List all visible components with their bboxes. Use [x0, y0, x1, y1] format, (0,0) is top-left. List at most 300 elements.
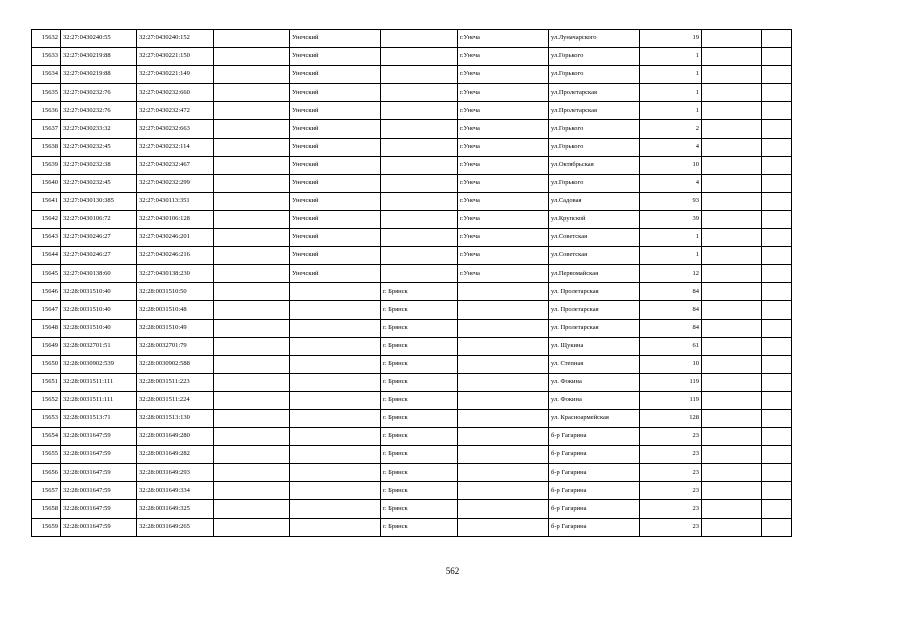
cell-city — [381, 66, 458, 84]
table-row — [32, 337, 792, 355]
cell-quantity: 39 — [640, 210, 702, 228]
cell-cadastral-number: 32:27:0430219:88 — [61, 48, 137, 66]
cell-quantity: 119 — [640, 391, 702, 409]
table-row — [32, 373, 792, 391]
cell-object-cadastral-number: 32:28:0031649:334 — [137, 482, 214, 500]
cell-city: г. Брянск — [381, 391, 458, 409]
cell-empty — [214, 210, 290, 228]
cell-object-cadastral-number: 32:28:0031511:223 — [137, 373, 214, 391]
cell-district — [290, 428, 381, 446]
page-number: 562 — [445, 566, 460, 576]
cell-district — [290, 337, 381, 355]
cell-empty — [762, 518, 792, 536]
cell-empty — [702, 156, 762, 174]
cell-quantity: 1 — [640, 66, 702, 84]
cell-town: г.Унеча — [458, 30, 549, 48]
cell-empty — [214, 102, 290, 120]
cell-street: б-р Гагарина — [549, 482, 640, 500]
cell-district — [290, 301, 381, 319]
cell-quantity: 93 — [640, 192, 702, 210]
cell-object-cadastral-number: 32:28:0030902:588 — [137, 355, 214, 373]
cell-quantity: 23 — [640, 518, 702, 536]
cell-empty — [762, 283, 792, 301]
cell-empty — [214, 120, 290, 138]
cell-empty — [762, 30, 792, 48]
table-row — [32, 283, 792, 301]
cell-quantity: 12 — [640, 265, 702, 283]
cell-city — [381, 120, 458, 138]
cell-town — [458, 391, 549, 409]
cell-district: Унечский — [290, 265, 381, 283]
cell-empty — [214, 138, 290, 156]
cell-town: г.Унеча — [458, 84, 549, 102]
cell-district: Унечский — [290, 210, 381, 228]
cell-city — [381, 48, 458, 66]
cell-cadastral-number: 32:27:0430106:72 — [61, 210, 137, 228]
cell-quantity: 4 — [640, 174, 702, 192]
table-row — [32, 409, 792, 427]
table-row — [32, 174, 792, 192]
cell-row-number: 15650 — [32, 355, 61, 373]
cell-empty — [702, 319, 762, 337]
cell-empty — [702, 373, 762, 391]
cell-city: г. Брянск — [381, 500, 458, 518]
cell-district: Унечский — [290, 156, 381, 174]
cell-town: г.Унеча — [458, 174, 549, 192]
cell-quantity: 84 — [640, 301, 702, 319]
cell-city — [381, 192, 458, 210]
cell-city — [381, 229, 458, 247]
cell-row-number: 15641 — [32, 192, 61, 210]
cell-town: г.Унеча — [458, 247, 549, 265]
cell-object-cadastral-number: 32:28:0031510:48 — [137, 301, 214, 319]
cell-cadastral-number: 32:27:0430233:32 — [61, 120, 137, 138]
cell-cadastral-number: 32:28:0031647:59 — [61, 518, 137, 536]
cell-empty — [702, 102, 762, 120]
cell-cadastral-number: 32:27:0430232:45 — [61, 174, 137, 192]
cell-empty — [762, 102, 792, 120]
cell-empty — [702, 174, 762, 192]
table-row — [32, 156, 792, 174]
cell-empty — [762, 482, 792, 500]
cell-street: ул.Горького — [549, 66, 640, 84]
cell-city: г. Брянск — [381, 319, 458, 337]
cell-district: Унечский — [290, 120, 381, 138]
cell-quantity: 119 — [640, 373, 702, 391]
table-body — [32, 30, 792, 537]
cell-district — [290, 283, 381, 301]
cell-cadastral-number: 32:28:0031647:59 — [61, 500, 137, 518]
cell-empty — [702, 446, 762, 464]
cell-street: ул.Горького — [549, 48, 640, 66]
cell-row-number: 15657 — [32, 482, 61, 500]
cell-empty — [214, 48, 290, 66]
cell-row-number: 15639 — [32, 156, 61, 174]
cell-district — [290, 391, 381, 409]
cell-district — [290, 518, 381, 536]
cell-cadastral-number: 32:27:0430232:76 — [61, 84, 137, 102]
table-row — [32, 84, 792, 102]
cell-empty — [214, 428, 290, 446]
cell-row-number: 15637 — [32, 120, 61, 138]
cell-empty — [702, 247, 762, 265]
cell-row-number: 15649 — [32, 337, 61, 355]
cell-empty — [214, 301, 290, 319]
cell-street: ул.Горького — [549, 120, 640, 138]
table-row — [32, 428, 792, 446]
cell-object-cadastral-number: 32:28:0031649:265 — [137, 518, 214, 536]
cell-quantity: 19 — [640, 30, 702, 48]
cell-district — [290, 355, 381, 373]
cell-row-number: 15654 — [32, 428, 61, 446]
cell-empty — [762, 84, 792, 102]
cell-town — [458, 482, 549, 500]
cell-city — [381, 265, 458, 283]
cell-district: Унечский — [290, 174, 381, 192]
cell-city — [381, 247, 458, 265]
cell-empty — [702, 301, 762, 319]
cell-object-cadastral-number: 32:27:0430246:201 — [137, 229, 214, 247]
cell-street: ул. Фокина — [549, 373, 640, 391]
cell-cadastral-number: 32:28:0031510:40 — [61, 283, 137, 301]
cell-row-number: 15632 — [32, 30, 61, 48]
cell-empty — [702, 48, 762, 66]
cell-district — [290, 373, 381, 391]
cell-cadastral-number: 32:27:0430240:55 — [61, 30, 137, 48]
cell-quantity: 128 — [640, 409, 702, 427]
cell-cadastral-number: 32:27:0430246:27 — [61, 247, 137, 265]
cell-empty — [702, 30, 762, 48]
cell-empty — [762, 210, 792, 228]
cell-empty — [702, 482, 762, 500]
cell-cadastral-number: 32:27:0430232:45 — [61, 138, 137, 156]
cell-town: г.Унеча — [458, 210, 549, 228]
table-row — [32, 48, 792, 66]
table-row — [32, 247, 792, 265]
cell-empty — [702, 265, 762, 283]
cell-row-number: 15645 — [32, 265, 61, 283]
cell-district: Унечский — [290, 84, 381, 102]
cell-empty — [762, 265, 792, 283]
cell-city: г. Брянск — [381, 283, 458, 301]
cell-object-cadastral-number: 32:27:0430232:114 — [137, 138, 214, 156]
cell-row-number: 15658 — [32, 500, 61, 518]
cell-empty — [214, 247, 290, 265]
cell-city: г. Брянск — [381, 464, 458, 482]
cell-quantity: 2 — [640, 120, 702, 138]
table-row — [32, 355, 792, 373]
cell-empty — [762, 373, 792, 391]
cell-city — [381, 102, 458, 120]
cell-street: ул.Горького — [549, 138, 640, 156]
table-row — [32, 66, 792, 84]
cell-empty — [762, 192, 792, 210]
cell-cadastral-number: 32:28:0031511:111 — [61, 391, 137, 409]
cell-empty — [762, 229, 792, 247]
cell-empty — [214, 518, 290, 536]
cell-empty — [702, 66, 762, 84]
cell-street: ул.Луначарского — [549, 30, 640, 48]
cell-cadastral-number: 32:28:0031510:40 — [61, 301, 137, 319]
cell-street: ул.Пролетарская — [549, 102, 640, 120]
cell-empty — [702, 428, 762, 446]
cell-district: Унечский — [290, 138, 381, 156]
cell-empty — [762, 247, 792, 265]
cell-object-cadastral-number: 32:27:0430138:230 — [137, 265, 214, 283]
cell-street: ул. Фокина — [549, 391, 640, 409]
cell-empty — [762, 337, 792, 355]
cell-cadastral-number: 32:28:0031511:111 — [61, 373, 137, 391]
cell-town: г.Унеча — [458, 229, 549, 247]
cell-town — [458, 319, 549, 337]
cell-city — [381, 210, 458, 228]
cell-object-cadastral-number: 32:27:0430232:472 — [137, 102, 214, 120]
table-row — [32, 210, 792, 228]
cell-town — [458, 500, 549, 518]
cell-town: г.Унеча — [458, 156, 549, 174]
cell-cadastral-number: 32:27:0430232:38 — [61, 156, 137, 174]
cell-object-cadastral-number: 32:27:0430232:299 — [137, 174, 214, 192]
cell-district: Унечский — [290, 30, 381, 48]
cell-row-number: 15656 — [32, 464, 61, 482]
cell-empty — [702, 283, 762, 301]
cell-town: г.Унеча — [458, 265, 549, 283]
cell-district — [290, 464, 381, 482]
cell-object-cadastral-number: 32:27:0430221:149 — [137, 66, 214, 84]
cell-town — [458, 337, 549, 355]
cell-quantity: 1 — [640, 48, 702, 66]
cell-empty — [762, 138, 792, 156]
cell-quantity: 61 — [640, 337, 702, 355]
cell-empty — [762, 446, 792, 464]
cell-row-number: 15638 — [32, 138, 61, 156]
cell-town — [458, 446, 549, 464]
cell-empty — [702, 355, 762, 373]
cell-town — [458, 409, 549, 427]
cell-empty — [214, 156, 290, 174]
cell-object-cadastral-number: 32:28:0031649:293 — [137, 464, 214, 482]
cell-cadastral-number: 32:27:0430232:76 — [61, 102, 137, 120]
cell-row-number: 15635 — [32, 84, 61, 102]
cell-object-cadastral-number: 32:27:0430113:351 — [137, 192, 214, 210]
table-row — [32, 446, 792, 464]
cell-empty — [214, 30, 290, 48]
cell-empty — [762, 391, 792, 409]
cell-quantity: 23 — [640, 446, 702, 464]
cell-cadastral-number: 32:28:0031647:59 — [61, 428, 137, 446]
cell-cadastral-number: 32:28:0030902:539 — [61, 355, 137, 373]
cell-street: ул. Степная — [549, 355, 640, 373]
table-row — [32, 482, 792, 500]
cell-empty — [762, 464, 792, 482]
cell-row-number: 15634 — [32, 66, 61, 84]
registry-table — [31, 29, 792, 537]
cell-town — [458, 355, 549, 373]
cell-district: Унечский — [290, 229, 381, 247]
table-row — [32, 464, 792, 482]
cell-cadastral-number: 32:28:0032701:51 — [61, 337, 137, 355]
table-row — [32, 120, 792, 138]
cell-row-number: 15642 — [32, 210, 61, 228]
cell-cadastral-number: 32:27:0430130:385 — [61, 192, 137, 210]
cell-empty — [702, 337, 762, 355]
cell-object-cadastral-number: 32:28:0031510:49 — [137, 319, 214, 337]
cell-object-cadastral-number: 32:27:0430232:467 — [137, 156, 214, 174]
cell-empty — [702, 409, 762, 427]
cell-quantity: 10 — [640, 355, 702, 373]
cell-empty — [762, 156, 792, 174]
cell-object-cadastral-number: 32:28:0031510:50 — [137, 283, 214, 301]
cell-row-number: 15647 — [32, 301, 61, 319]
cell-district: Унечский — [290, 102, 381, 120]
cell-district — [290, 500, 381, 518]
cell-street: ул.Садовая — [549, 192, 640, 210]
cell-row-number: 15636 — [32, 102, 61, 120]
cell-quantity: 1 — [640, 229, 702, 247]
table-row — [32, 301, 792, 319]
cell-object-cadastral-number: 32:28:0031511:224 — [137, 391, 214, 409]
cell-row-number: 15640 — [32, 174, 61, 192]
cell-city — [381, 138, 458, 156]
cell-street: ул.Октябрьская — [549, 156, 640, 174]
cell-empty — [214, 319, 290, 337]
cell-empty — [762, 174, 792, 192]
cell-cadastral-number: 32:28:0031510:40 — [61, 319, 137, 337]
cell-empty — [702, 192, 762, 210]
cell-city: г. Брянск — [381, 337, 458, 355]
cell-empty — [214, 391, 290, 409]
cell-quantity: 23 — [640, 428, 702, 446]
cell-district: Унечский — [290, 192, 381, 210]
cell-empty — [702, 391, 762, 409]
cell-city: г. Брянск — [381, 518, 458, 536]
cell-empty — [762, 301, 792, 319]
cell-city — [381, 156, 458, 174]
cell-street: ул. Пролетарская — [549, 319, 640, 337]
cell-street: б-р Гагарина — [549, 464, 640, 482]
cell-empty — [214, 337, 290, 355]
cell-city: г. Брянск — [381, 428, 458, 446]
cell-street: ул.Горького — [549, 174, 640, 192]
table-row — [32, 319, 792, 337]
cell-quantity: 23 — [640, 482, 702, 500]
cell-row-number: 15643 — [32, 229, 61, 247]
cell-row-number: 15652 — [32, 391, 61, 409]
table-row — [32, 391, 792, 409]
cell-empty — [214, 174, 290, 192]
table-row — [32, 102, 792, 120]
cell-quantity: 84 — [640, 319, 702, 337]
cell-district — [290, 446, 381, 464]
cell-empty — [762, 500, 792, 518]
cell-town — [458, 428, 549, 446]
cell-empty — [214, 373, 290, 391]
cell-street: ул.Крупской — [549, 210, 640, 228]
cell-row-number: 15655 — [32, 446, 61, 464]
cell-town: г.Унеча — [458, 48, 549, 66]
cell-cadastral-number: 32:27:0430219:88 — [61, 66, 137, 84]
cell-row-number: 15648 — [32, 319, 61, 337]
cell-city — [381, 84, 458, 102]
cell-object-cadastral-number: 32:27:0430106:128 — [137, 210, 214, 228]
cell-empty — [702, 84, 762, 102]
cell-street: б-р Гагарина — [549, 428, 640, 446]
cell-empty — [214, 192, 290, 210]
cell-empty — [214, 355, 290, 373]
cell-empty — [214, 482, 290, 500]
cell-city: г. Брянск — [381, 301, 458, 319]
cell-quantity: 4 — [640, 138, 702, 156]
cell-empty — [762, 319, 792, 337]
cell-town — [458, 464, 549, 482]
cell-quantity: 23 — [640, 500, 702, 518]
cell-street: ул. Щукина — [549, 337, 640, 355]
cell-town: г.Унеча — [458, 138, 549, 156]
cell-city: г. Брянск — [381, 409, 458, 427]
cell-street: ул.Советская — [549, 247, 640, 265]
cell-empty — [762, 409, 792, 427]
cell-object-cadastral-number: 32:28:0031649:280 — [137, 428, 214, 446]
cell-district: Унечский — [290, 247, 381, 265]
cell-empty — [214, 84, 290, 102]
cell-empty — [214, 283, 290, 301]
cell-row-number: 15633 — [32, 48, 61, 66]
cell-object-cadastral-number: 32:28:0031513:130 — [137, 409, 214, 427]
cell-empty — [702, 120, 762, 138]
cell-street: б-р Гагарина — [549, 446, 640, 464]
cell-street: ул. Пролетарская — [549, 301, 640, 319]
cell-empty — [702, 518, 762, 536]
cell-empty — [214, 464, 290, 482]
cell-street: ул.Советская — [549, 229, 640, 247]
cell-empty — [702, 138, 762, 156]
cell-district: Унечский — [290, 48, 381, 66]
cell-street: б-р Гагарина — [549, 518, 640, 536]
cell-city — [381, 174, 458, 192]
cell-empty — [214, 409, 290, 427]
table-row — [32, 192, 792, 210]
table-row — [32, 265, 792, 283]
cell-district — [290, 482, 381, 500]
cell-empty — [702, 210, 762, 228]
cell-empty — [214, 446, 290, 464]
cell-object-cadastral-number: 32:27:0430246:216 — [137, 247, 214, 265]
cell-object-cadastral-number: 32:27:0430232:663 — [137, 120, 214, 138]
cell-quantity: 84 — [640, 283, 702, 301]
cell-town — [458, 373, 549, 391]
cell-row-number: 15646 — [32, 283, 61, 301]
cell-row-number: 15653 — [32, 409, 61, 427]
cell-cadastral-number: 32:27:0430138:60 — [61, 265, 137, 283]
cell-town: г.Унеча — [458, 102, 549, 120]
cell-row-number: 15659 — [32, 518, 61, 536]
cell-street: ул.Первомайская — [549, 265, 640, 283]
cell-cadastral-number: 32:28:0031647:59 — [61, 464, 137, 482]
cell-quantity: 23 — [640, 464, 702, 482]
cell-quantity: 1 — [640, 247, 702, 265]
cell-district — [290, 319, 381, 337]
table-row — [32, 138, 792, 156]
cell-empty — [214, 229, 290, 247]
cell-empty — [214, 66, 290, 84]
cell-city: г. Брянск — [381, 355, 458, 373]
cell-district — [290, 409, 381, 427]
table-row — [32, 500, 792, 518]
cell-town — [458, 518, 549, 536]
cell-town: г.Унеча — [458, 120, 549, 138]
cell-town — [458, 283, 549, 301]
cell-object-cadastral-number: 32:27:0430232:660 — [137, 84, 214, 102]
